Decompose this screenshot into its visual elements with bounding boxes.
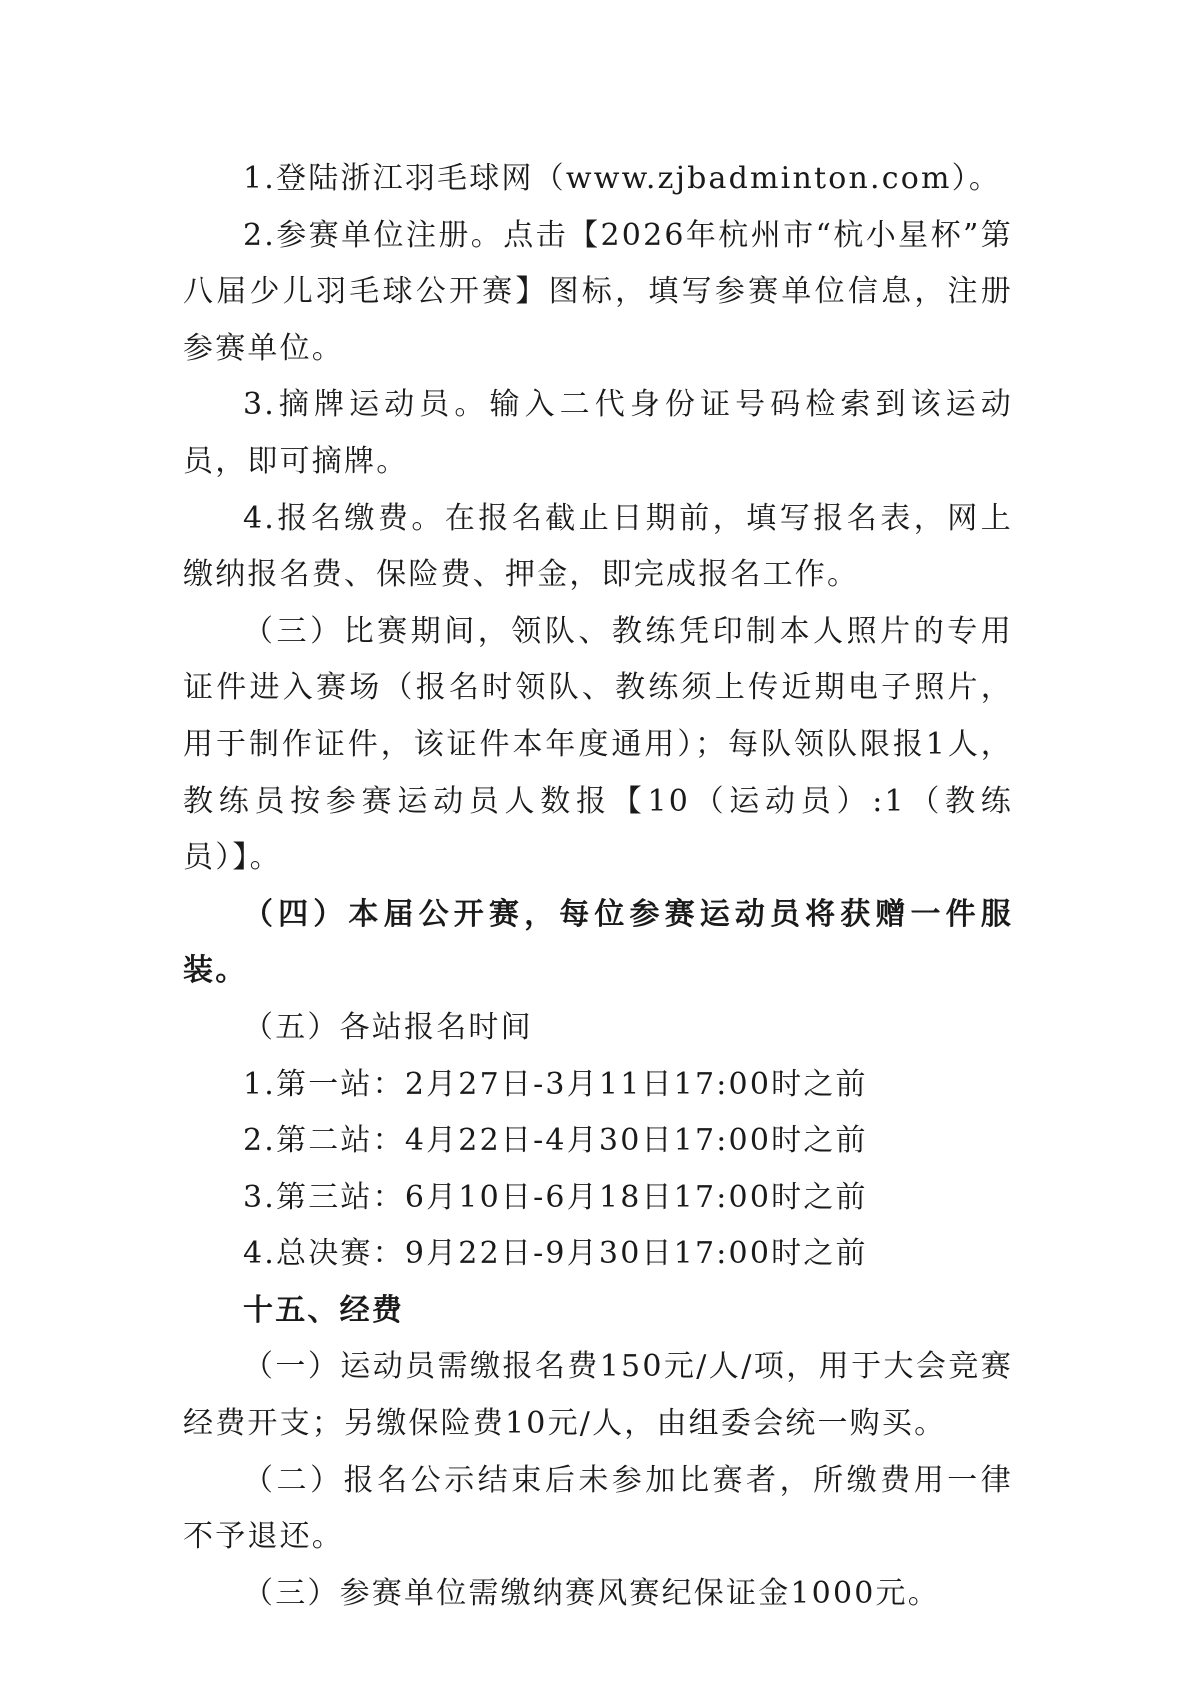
step-register-unit: 2.参赛单位注册。点击【2026年杭州市“杭小星杯”第八届少儿羽毛球公开赛】图标，填写参赛单位信息，注册参赛单位。 <box>183 217 1013 366</box>
section-3-credentials: （三）比赛期间，领队、教练凭印制本人照片的专用证件进入赛场（报名时领队、教练须上传近期电子照片，用于制作证件，该证件本年度通用）；每队领队限报1人，教练员按参赛运动员人数报【10（运动员）:1（教练员）】。 <box>183 613 1013 876</box>
section-15-heading: 十五、经费 <box>243 1292 404 1328</box>
schedule-stage-2: 2.第二站：4月22日-4月30日17:00时之前 <box>243 1123 868 1159</box>
fee-registration: （一）运动员需缴报名费150元/人/项，用于大会竞赛经费开支；另缴保险费10元/人，由组委会统一购买。 <box>183 1349 1013 1442</box>
schedule-stage-1: 1.第一站：2月27日-3月11日17:00时之前 <box>243 1066 868 1102</box>
section-4-clothing: （四）本届公开赛，每位参赛运动员将获赠一件服装。 <box>183 896 1013 989</box>
schedule-stage-3: 3.第三站：6月10日-6月18日17:00时之前 <box>243 1179 868 1215</box>
section-5-heading: （五）各站报名时间 <box>243 1009 533 1045</box>
fee-deposit: （三）参赛单位需缴纳赛风赛纪保证金1000元。 <box>243 1575 940 1611</box>
step-payment: 4.报名缴费。在报名截止日期前，填写报名表，网上缴纳报名费、保险费、押金，即完成报名工作。 <box>183 500 1013 593</box>
step-select-athlete: 3.摘牌运动员。输入二代身份证号码检索到该运动员，即可摘牌。 <box>183 387 1013 479</box>
step-login: 1.登陆浙江羽毛球网（www.zjbadminton.com）。 <box>243 161 1002 196</box>
fee-no-refund: （二）报名公示结束后未参加比赛者，所缴费用一律不予退还。 <box>183 1462 1013 1555</box>
schedule-final: 4.总决赛：9月22日-9月30日17:00时之前 <box>243 1236 868 1272</box>
document-body <box>183 151 1013 1622</box>
